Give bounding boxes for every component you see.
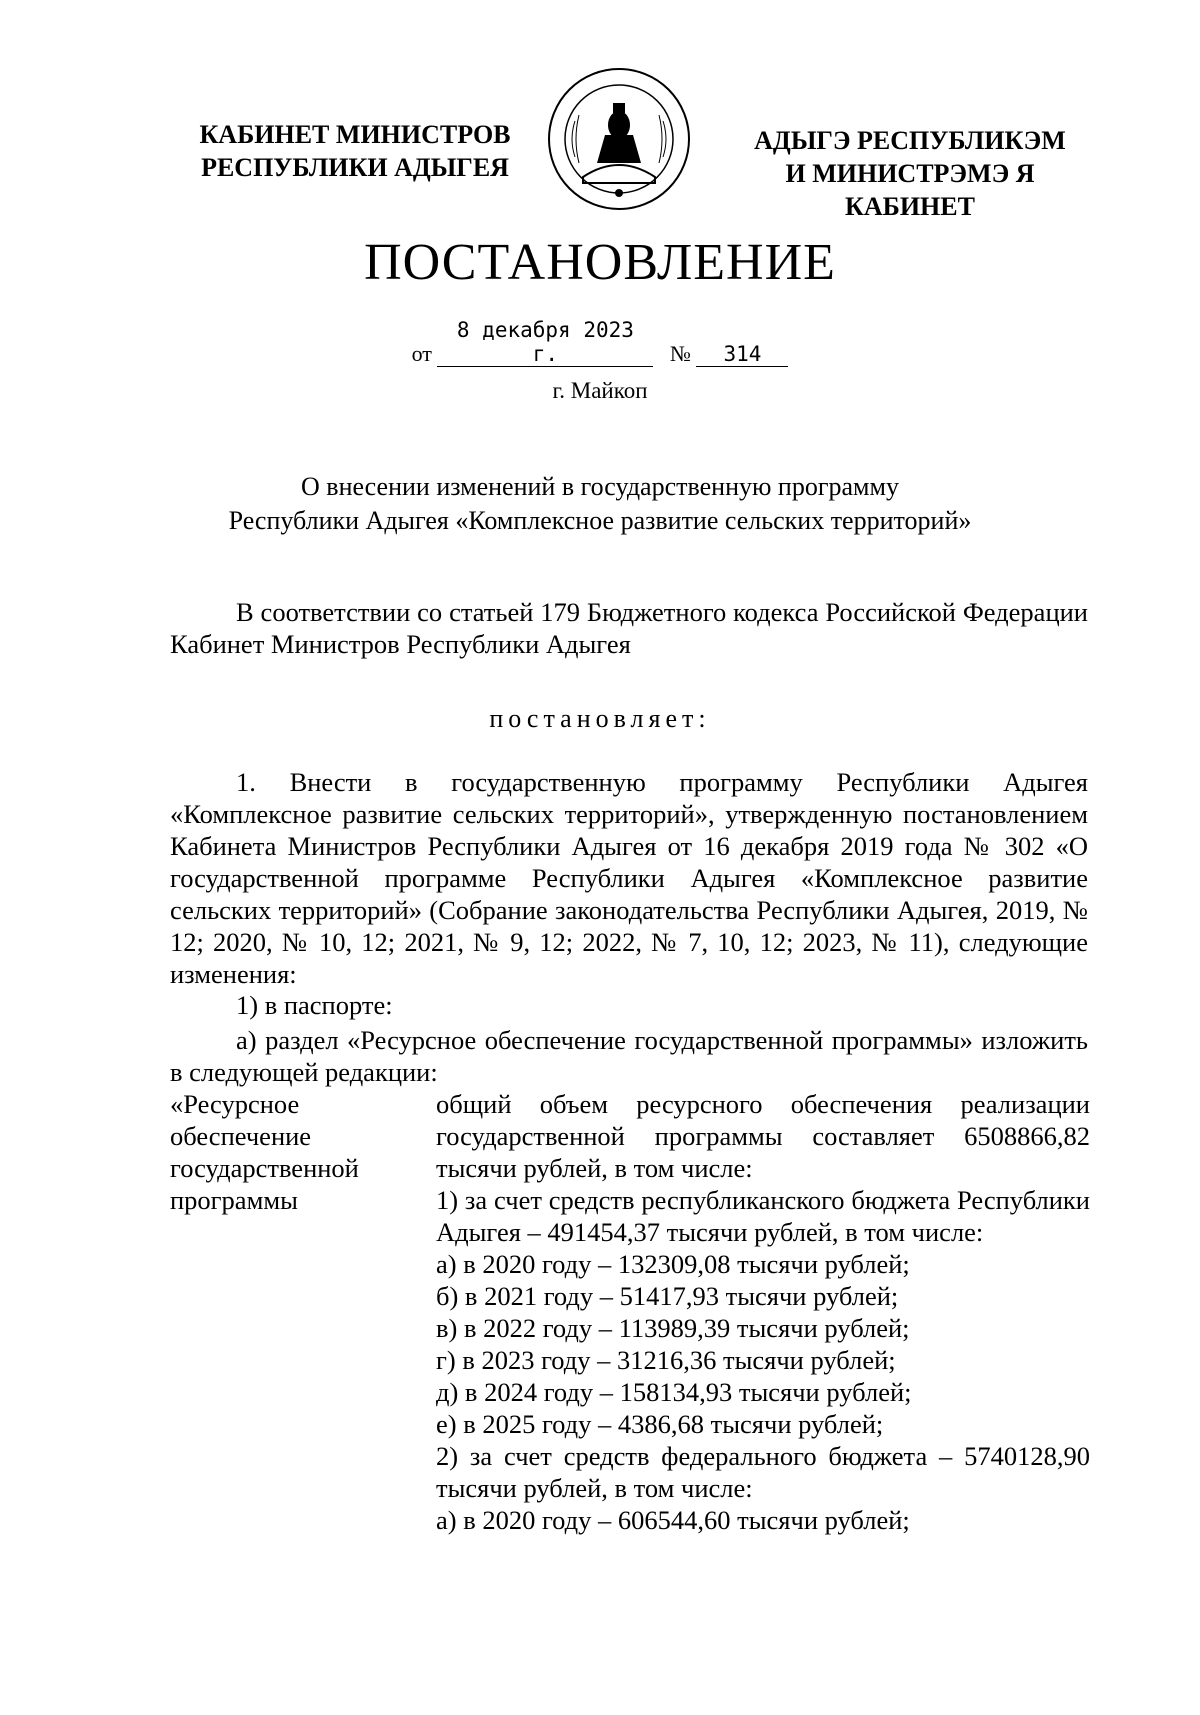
regional-budget-heading: 1) за счет средств республиканского бюджета Республики Адыгея – 491454,37 тысячи рублей, в том числе: — [436, 1185, 1090, 1247]
header-left-line1: КАБИНЕТ МИНИСТРОВ — [199, 120, 511, 149]
table-left-cell: «Ресурсное обеспечение государственной программы — [170, 1089, 359, 1215]
date-prefix: от — [411, 341, 432, 366]
table-intro: общий объем ресурсного обеспечения реализации государственной программы составляет 6508866,82 тысячи рублей, в том числе: — [436, 1089, 1090, 1183]
list-item: а) в 2020 году – 132309,08 тысячи рублей; — [436, 1249, 910, 1279]
preamble-paragraph: В соответствии со статьей 179 Бюджетного кодекса Российской Федерации Кабинет Министров Республики Адыгея — [170, 597, 1088, 659]
header-left-line2: РЕСПУБЛИКИ АДЫГЕЯ — [201, 153, 509, 182]
subject-line1: О внесении изменений в государственную программу — [301, 472, 899, 501]
emblem-seal-icon — [545, 65, 693, 213]
header-right-line1: АДЫГЭ РЕСПУБЛИКЭМ — [754, 126, 1066, 155]
table-right-cell — [436, 1088, 1090, 1536]
list-item: б) в 2021 году – 51417,93 тысячи рублей; — [436, 1281, 899, 1311]
list-item: д) в 2024 году – 158134,93 тысячи рублей; — [436, 1377, 912, 1407]
date-number-line — [0, 318, 1200, 367]
document-date: 8 декабря 2023 г. — [437, 318, 653, 367]
resolves-heading: постановляет: — [489, 704, 711, 733]
city: г. Майкоп — [552, 378, 648, 403]
header-right — [720, 124, 1100, 223]
header-left — [190, 118, 520, 184]
number-sign: № — [669, 341, 691, 366]
list-item: е) в 2025 году – 4386,68 тысячи рублей; — [436, 1409, 884, 1439]
document-subject — [0, 470, 1200, 538]
subitem-a: а) раздел «Ресурсное обеспечение государственной программы» изложить в следующей редакции: — [170, 1025, 1088, 1087]
subitem-1: 1) в паспорте: — [236, 990, 393, 1020]
page-title: ПОСТАНОВЛЕНИЕ — [364, 234, 836, 291]
header-right-line2: И МИНИСТРЭМЭ Я КАБИНЕТ — [785, 159, 1035, 221]
list-item: а) в 2020 году – 606544,60 тысячи рублей; — [436, 1505, 910, 1535]
document-number: 314 — [696, 342, 788, 367]
federal-budget-heading: 2) за счет средств федерального бюджета – 5740128,90 тысячи рублей, в том числе: — [436, 1441, 1090, 1503]
list-item: г) в 2023 году – 31216,36 тысячи рублей; — [436, 1345, 896, 1375]
item-1-paragraph: 1. Внести в государственную программу Республики Адыгея «Комплексное развитие сельских территорий», утвержденную постановлением Кабинета Министров Республики Адыгея от 16 декабря 2019 года № 302 «О государственной программе Республики Адыгея «Комплексное развитие сельских территорий» (Собрание законодательства Республики Адыгея, 2019, № 12; 2020, № 10, 12; 2021, № 9, 12; 2022, № 7, 10, 12; 2023, № 11), следующие изменения: — [170, 767, 1088, 989]
list-item: в) в 2022 году – 113989,39 тысячи рублей; — [436, 1313, 910, 1343]
subject-line2: Республики Адыгея «Комплексное развитие сельских территорий» — [228, 506, 972, 535]
